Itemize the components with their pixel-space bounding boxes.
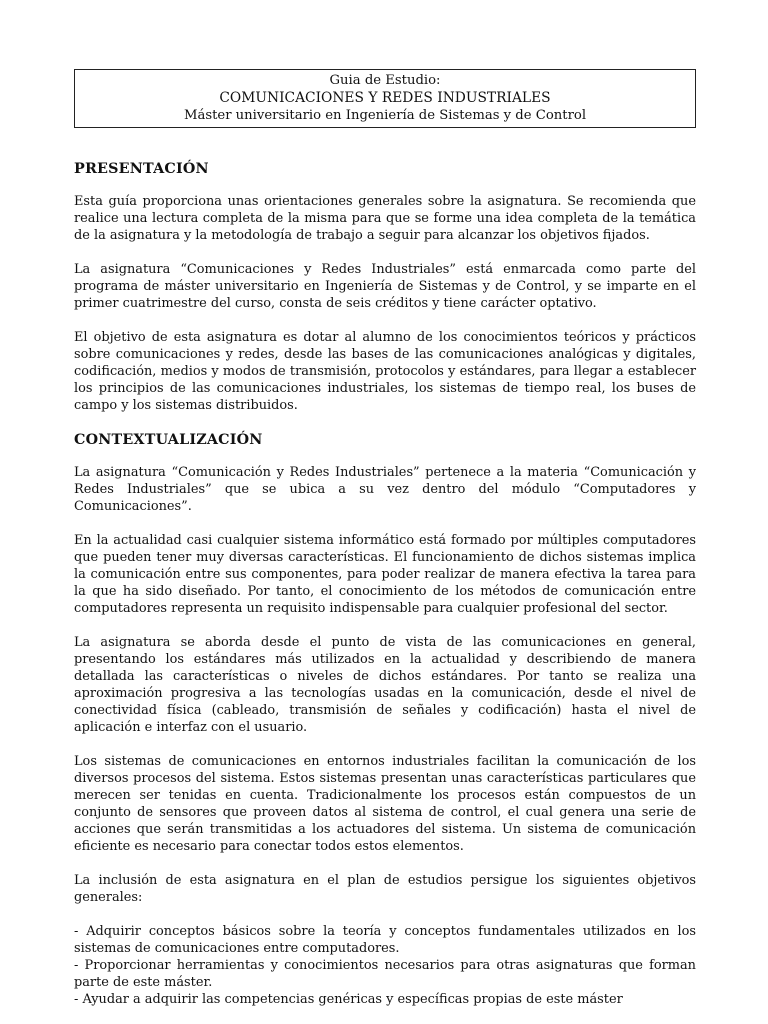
contextualizacion-paragraph-5: La inclusión de esta asignatura en el plan de estudios persigue los siguientes objetivos generales: bbox=[74, 872, 696, 905]
section-heading-presentacion: PRESENTACIÓN bbox=[74, 160, 209, 177]
document-page bbox=[74, 69, 696, 1008]
section-heading-contextualizacion: CONTEXTUALIZACIÓN bbox=[74, 431, 263, 448]
course-title: COMUNICACIONES Y REDES INDUSTRIALES bbox=[219, 89, 551, 106]
list-item: - Ayudar a adquirir las competencias genéricas y específicas propias de este máster bbox=[74, 991, 623, 1007]
contextualizacion-paragraph-1: La asignatura “Comunicación y Redes Industriales” pertenece a la materia “Comunicación y Redes Industriales” que se ubica a su vez dentro del módulo “Computadores y Comunicaciones”. bbox=[74, 464, 696, 514]
contextualizacion-paragraph-2: En la actualidad casi cualquier sistema informático está formado por múltiples computadores que pueden tener muy diversas características. El funcionamiento de dichos sistemas implica la comunicación entre sus componentes, para poder realizar de manera efectiva la tarea para la que ha sido diseñado. Por tanto, el conocimiento de los métodos de comunicación entre computadores representa un requisito indispensable para cualquier profesional del sector. bbox=[74, 532, 696, 616]
presentacion-paragraph-1: Esta guía proporciona unas orientaciones generales sobre la asignatura. Se recomienda que realice una lectura completa de la misma para que se forme una idea completa de la temática de la asignatura y la metodología de trabajo a seguir para alcanzar los objetivos fijados. bbox=[74, 193, 696, 243]
list-item: - Adquirir conceptos básicos sobre la teoría y conceptos fundamentales utilizados en los sistemas de comunicaciones entre computadores. bbox=[74, 923, 696, 956]
objectives-list bbox=[74, 923, 696, 1008]
presentacion-paragraph-2: La asignatura “Comunicaciones y Redes Industriales” está enmarcada como parte del programa de máster universitario en Ingeniería de Sistemas y de Control, y se imparte en el primer cuatrimestre del curso, consta de seis créditos y tiene carácter optativo. bbox=[74, 261, 696, 311]
program-name: Máster universitario en Ingeniería de Sistemas y de Control bbox=[183, 108, 587, 123]
document-title-box bbox=[74, 69, 696, 128]
presentacion-paragraph-3: El objetivo de esta asignatura es dotar al alumno de los conocimientos teóricos y prácticos sobre comunicaciones y redes, desde las bases de las comunicaciones analógicas y digitales, codificación, medios y modos de transmisión, protocolos y estándares, para llegar a establecer los principios de las comunicaciones industriales, los sistemas de tiempo real, los buses de campo y los sistemas distribuidos. bbox=[74, 329, 696, 413]
contextualizacion-paragraph-4: Los sistemas de comunicaciones en entornos industriales facilitan la comunicación de los diversos procesos del sistema. Estos sistemas presentan unas características particulares que merecen ser tenidas en cuenta. Tradicionalmente los procesos están compuestos de un conjunto de sensores que proveen datos al sistema de control, el cual genera una serie de acciones que serán transmitidas a los actuadores del sistema. Un sistema de comunicación eficiente es necesario para conectar todos estos elementos. bbox=[74, 753, 696, 854]
contextualizacion-paragraph-3: La asignatura se aborda desde el punto de vista de las comunicaciones en general, presentando los estándares más utilizados en la actualidad y describiendo de manera detallada las características o niveles de dichos estándares. Por tanto se realiza una aproximación progresiva a las tecnologías usadas en la comunicación, desde el nivel de conectividad física (cableado, transmisión de señales y codificación) hasta el nivel de aplicación e interfaz con el usuario. bbox=[74, 634, 696, 735]
list-item: - Proporcionar herramientas y conocimientos necesarios para otras asignaturas que forman parte de este máster. bbox=[74, 957, 696, 990]
guide-label: Guia de Estudio: bbox=[329, 73, 441, 88]
